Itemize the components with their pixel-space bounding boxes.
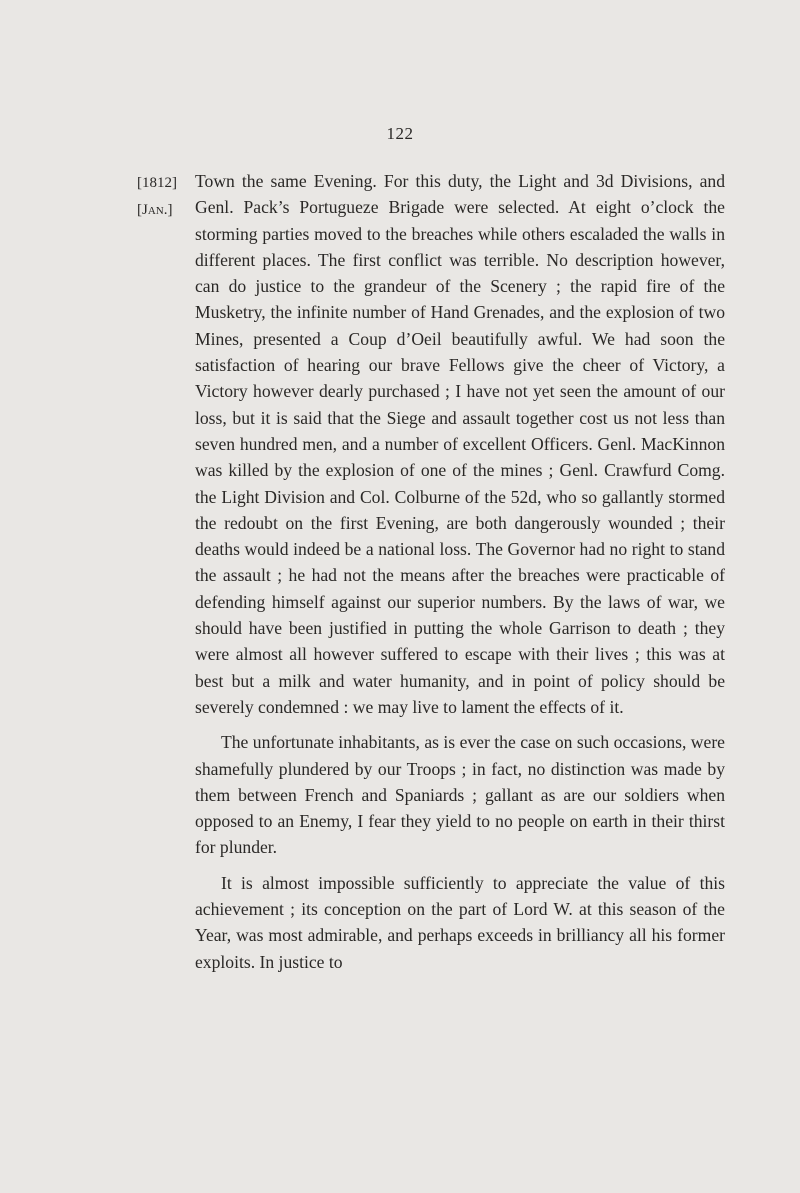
margin-month-note: [Jan.] [137, 202, 173, 218]
margin-year-note: [1812] [137, 175, 177, 191]
page-number: 122 [386, 124, 414, 143]
body-text [195, 168, 725, 984]
paragraph-3: It is almost impossible sufficiently to appreciate the value of this achievement ; its conception on the part of Lord W. at this season of the Year, was most admirable, and perhaps exceeds in brilliancy all his former exploits. In justice to [195, 872, 725, 972]
paragraph-1: Town the same Evening. For this duty, the Light and 3d Divisions, and Genl. Pack’s Portugueze Brigade were selected. At eight o’clock the storming parties moved to the breaches while others escaladed the walls in different places. The first conflict was terrible. No description however, can do justice to the grandeur of the Scenery ; the rapid fire of the Musketry, the infinite number of Hand Grenades, and the explosion of two Mines, presented a Coup d’Oeil beautifully awful. We had soon the satisfaction of hearing our brave Fellows give the cheer of Victory, a Victory however dearly purchased ; I have not yet seen the amount of our loss, but it is said that the Siege and assault together cost us not less than seven hundred men, and a number of excellent Officers. Genl. MacKinnon was killed by the explosion of one of the mines ; Genl. Crawfurd Comg. the Light Division and Col. Colburne of the 52d, who so gallantly stormed the redoubt on the first Evening, are both dangerously wounded ; their deaths would indeed be a national loss. The Governor had no right to stand the assault ; he had not the means after the breaches were practicable of defending himself against our superior numbers. By the laws of war, we should have been justified in putting the whole Garrison to death ; they were almost all however suffered to escape with their lives ; this was at best but a milk and water humanity, and in point of policy should be severely condemned : we may live to lament the effects of it. [195, 171, 725, 717]
paragraph-2: The unfortunate inhabitants, as is ever the case on such occasions, were shamefully plundered by our Troops ; in fact, no distinction was made by them between French and Spaniards ; gallant as are our soldiers when opposed to an Enemy, I fear they yield to no people on earth in their thirst for plunder. [195, 732, 725, 858]
